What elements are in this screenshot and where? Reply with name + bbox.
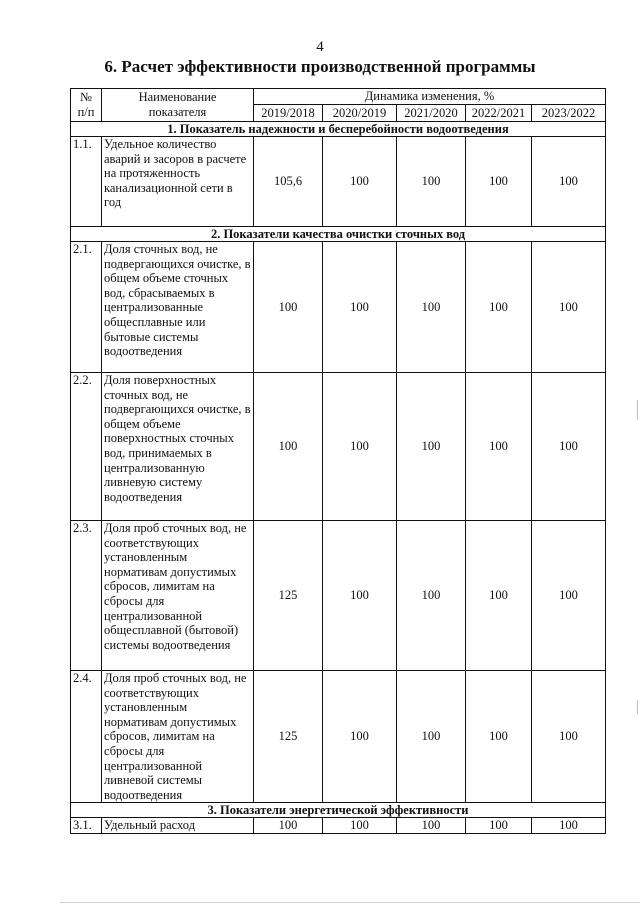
section-title: 2. Показатели качества очистки сточных вод: [71, 227, 606, 242]
section-title: 1. Показатель надежности и бесперебойности водоотведения: [71, 122, 606, 137]
row-value: 100: [323, 137, 397, 227]
row-value: 100: [323, 671, 397, 803]
row-value: 100: [532, 521, 606, 671]
row-value: 100: [532, 373, 606, 521]
row-value: 100: [254, 242, 323, 373]
row-value: 100: [532, 671, 606, 803]
row-value: 100: [397, 818, 466, 834]
scan-artifact: [60, 902, 640, 903]
section-row: [71, 803, 606, 818]
row-value: 100: [397, 671, 466, 803]
scan-artifact: [637, 700, 638, 714]
row-value: 100: [466, 671, 532, 803]
row-indicator-name: Удельное количество аварий и засоров в расчете на протяженность канализационной сети в год: [102, 137, 254, 227]
row-value: 100: [323, 242, 397, 373]
row-number: 2.1.: [71, 242, 102, 373]
table-row: [71, 818, 606, 834]
header-period: 2019/2018: [254, 105, 323, 122]
row-indicator-name: Доля проб сточных вод, не соответствующих установленным нормативам допустимых сбросов, лимитам на сбросы для централизованной ливневой системы водоотведения: [102, 671, 254, 803]
header-name-line2: показателя: [148, 105, 207, 119]
row-value: 100: [466, 242, 532, 373]
table-row: [71, 521, 606, 671]
section-title: 3. Показатели энергетической эффективности: [71, 803, 606, 818]
row-value: 100: [466, 818, 532, 834]
row-value: 125: [254, 521, 323, 671]
table-row: [71, 671, 606, 803]
row-number: 1.1.: [71, 137, 102, 227]
row-value: 100: [254, 818, 323, 834]
header-number-line1: №: [80, 90, 92, 105]
efficiency-table: [70, 88, 606, 834]
row-value: 100: [466, 521, 532, 671]
row-value: 100: [323, 818, 397, 834]
row-indicator-name: Доля поверхностных сточных вод, не подвергающихся очистке, в общем объеме поверхностных сточных вод, принимаемых в централизованную ливневую систему водоотведения: [102, 373, 254, 521]
row-value: 105,6: [254, 137, 323, 227]
row-value: 100: [466, 137, 532, 227]
header-period: 2021/2020: [397, 105, 466, 122]
section-row: [71, 227, 606, 242]
header-number-line2: п/п: [77, 105, 95, 119]
section-row: [71, 122, 606, 137]
page-number: 4: [316, 39, 324, 55]
row-value: 100: [466, 373, 532, 521]
row-value: 100: [397, 137, 466, 227]
scan-artifact: [637, 400, 638, 420]
row-indicator-name: Доля проб сточных вод, не соответствующих установленным нормативам допустимых сбросов, лимитам на сбросы для централизованной общесплавной (бытовой) системы водоотведения: [102, 521, 254, 671]
page-title: 6. Расчет эффективности производственной программы: [104, 57, 536, 76]
row-number: 2.3.: [71, 521, 102, 671]
header-period: 2020/2019: [323, 105, 397, 122]
row-indicator-name: Доля сточных вод, не подвергающихся очистке, в общем объеме сточных вод, сбрасываемых в централизованные общесплавные или бытовые системы водоотведения: [102, 242, 254, 373]
row-number: 2.2.: [71, 373, 102, 521]
header-indicator-name: [102, 89, 254, 122]
row-number: 2.4.: [71, 671, 102, 803]
table-row: [71, 373, 606, 521]
row-value: 100: [397, 521, 466, 671]
row-number: 3.1.: [71, 818, 102, 834]
row-value: 100: [532, 242, 606, 373]
header-name-line1: Наименование: [138, 90, 217, 105]
row-value: 100: [397, 242, 466, 373]
header-period: 2023/2022: [532, 105, 606, 122]
row-value: 100: [323, 373, 397, 521]
row-indicator-name: Удельный расход: [102, 818, 254, 834]
table-row: [71, 137, 606, 227]
header-period: 2022/2021: [466, 105, 532, 122]
header-dynamics: Динамика изменения, %: [254, 89, 606, 105]
row-value: 100: [323, 521, 397, 671]
row-value: 100: [532, 818, 606, 834]
header-number: [71, 89, 102, 122]
row-value: 100: [532, 137, 606, 227]
row-value: 100: [397, 373, 466, 521]
row-value: 100: [254, 373, 323, 521]
table-row: [71, 242, 606, 373]
row-value: 125: [254, 671, 323, 803]
